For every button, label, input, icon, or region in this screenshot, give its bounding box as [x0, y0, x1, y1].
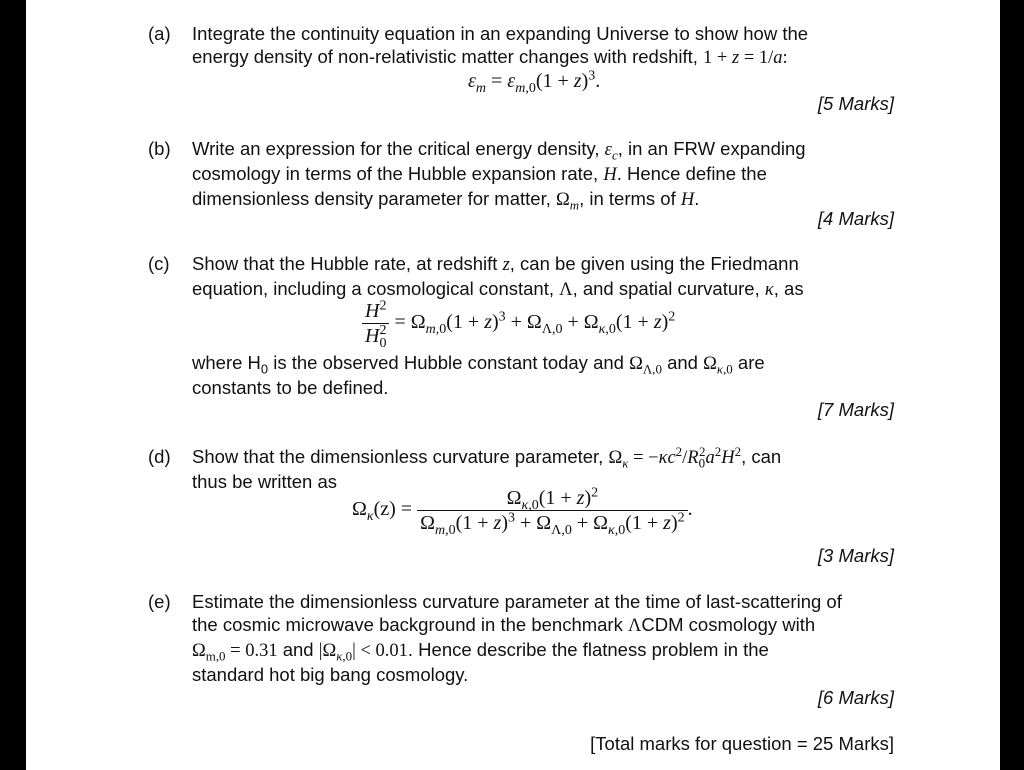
- marks-label: [7 Marks]: [817, 399, 894, 420]
- part-label: (e): [148, 591, 171, 612]
- part-text-continued: [192, 351, 902, 399]
- part-text: [192, 137, 902, 212]
- text-line: dimensionless density parameter for matter, $\Omega_m$, in terms of H.: [192, 188, 700, 213]
- text-line: thus be written as: [192, 471, 337, 492]
- marks-label: [3 Marks]: [817, 545, 894, 566]
- text-line: Estimate the dimensionless curvature parameter at the time of last-scattering of: [192, 591, 842, 612]
- text-line: Write an expression for the critical energy density, $\varepsilon_c$, in an FRW expanding: [192, 138, 806, 163]
- part-text: [192, 445, 902, 493]
- text-line: equation, including a cosmological constant, Λ, and spatial curvature, κ, as: [192, 278, 804, 300]
- text-line: $\Omega_{m,0} = 0.31$ and $|\Omega_{\kappa,0}| < 0.01$. Hence describe the flatness problem in the: [192, 639, 769, 664]
- equation-matter-density: $\varepsilon_m = \varepsilon_{m,0}(1 + z)^3$.: [468, 68, 601, 96]
- equation-curvature: $\Omega_\kappa(z)$ = $\frac{\Omega_{\kappa,0}(1 + z)^2}{\Omega_{m,0}(1 + z)^3 + \Omega_{\Lambda,0} + \Omega_{\kappa,0}(1 + z)^2}$ .: [352, 485, 693, 538]
- marks-label: [4 Marks]: [817, 208, 894, 229]
- equation-friedmann: $\frac{H^2}{H_0^2}$ = $\Omega_{m,0}(1 + z)^3 + \Omega_{\Lambda,0} + \Omega_{\kappa,0}(1 + z)^2$: [362, 300, 675, 347]
- text-line: the cosmic microwave background in the benchmark ΛCDM cosmology with: [192, 614, 816, 636]
- part-label: (d): [148, 446, 171, 467]
- part-text: [192, 252, 902, 302]
- marks-label: [6 Marks]: [817, 687, 894, 708]
- exam-page: [26, 0, 1000, 770]
- math-fragment: 1 + z = 1/a:: [703, 48, 788, 68]
- part-text: [192, 22, 902, 70]
- text-line: Show that the dimensionless curvature parameter, $\Omega_\kappa = -\kappa c^2/R_0^2a^2H^2$, can: [192, 443, 782, 471]
- part-label: (c): [148, 253, 170, 274]
- text-line: constants to be defined.: [192, 377, 389, 398]
- text-line: standard hot big bang cosmology.: [192, 664, 469, 685]
- part-text: [192, 590, 902, 686]
- part-label: (b): [148, 138, 171, 159]
- text-line: Integrate the continuity equation in an expanding Universe to show how the: [192, 23, 809, 44]
- text-line: where $H_0$ is the observed Hubble constant today and $\Omega_{\Lambda,0}$ and $\Omega_{\kappa,0}$ are: [192, 352, 765, 377]
- text-line: cosmology in terms of the Hubble expansion rate, H. Hence define the: [192, 163, 767, 185]
- part-label: (a): [148, 23, 171, 44]
- fraction: $\frac{\Omega_{\kappa,0}(1 + z)^2}{\Omega_{m,0}(1 + z)^3 + \Omega_{\Lambda,0} + \Omega_{\kappa,0}(1 + z)^2}$: [417, 487, 688, 534]
- text-fragment: energy density of non-relativistic matter changes with redshift,: [192, 46, 704, 67]
- marks-label: [5 Marks]: [817, 93, 894, 114]
- text-line: [192, 45, 902, 70]
- total-marks: [Total marks for question = 25 Marks]: [590, 733, 894, 754]
- fraction: $\frac{H^2}{H_0^2}$: [362, 300, 389, 347]
- text-line: Show that the Hubble rate, at redshift z, can be given using the Friedmann: [192, 253, 799, 275]
